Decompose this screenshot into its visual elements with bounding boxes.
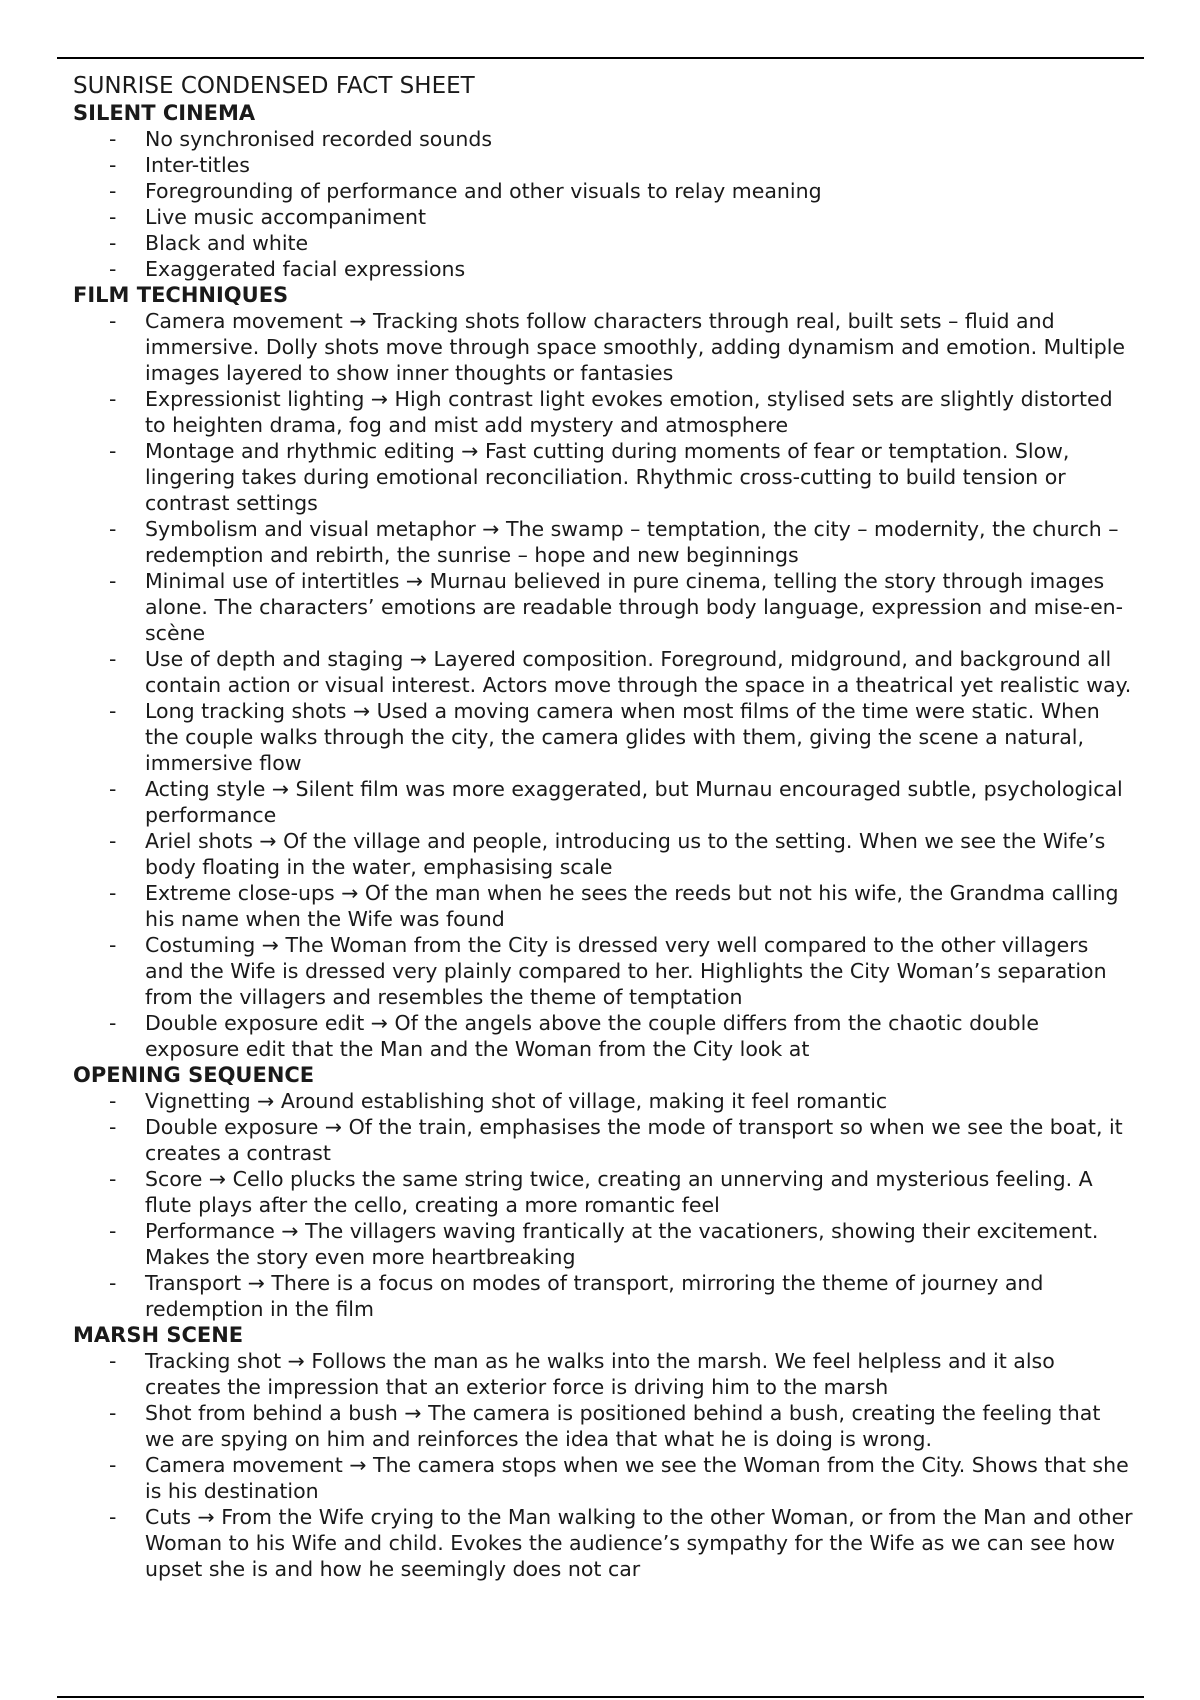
list-item-text: Foregrounding of performance and other visuals to relay meaning: [145, 179, 822, 203]
list-item: [73, 256, 1133, 282]
dash-bullet-icon: -: [109, 205, 117, 229]
list-item: [73, 1400, 1133, 1452]
dash-bullet-icon: -: [109, 153, 117, 177]
section-marsh-scene: [73, 1322, 1133, 1582]
list-item-text: Ariel shots → Of the village and people, introducing us to the setting. When we see the Wife’s body floating in the water, emphasising scale: [145, 829, 1106, 879]
list-item: [73, 1088, 1133, 1114]
dash-bullet-icon: -: [109, 127, 117, 151]
dash-bullet-icon: -: [109, 1167, 117, 1191]
list-item: [73, 438, 1133, 516]
dash-bullet-icon: -: [109, 1219, 117, 1243]
list-item-text: Costuming → The Woman from the City is dressed very well compared to the other villagers and the Wife is dressed very plainly compared to her. Highlights the City Woman’s separation from the villagers and resembles the theme of temptation: [145, 933, 1107, 1009]
list-item: [73, 932, 1133, 1010]
dash-bullet-icon: -: [109, 881, 117, 905]
list-item-text: Cuts → From the Wife crying to the Man walking to the other Woman, or from the Man and other Woman to his Wife and child. Evokes the audience’s sympathy for the Wife as we can see how upset she is and how he seemingly does not car: [145, 1505, 1133, 1581]
section-heading: MARSH SCENE: [73, 1323, 244, 1347]
fact-sheet-body: [73, 72, 1133, 1582]
dash-bullet-icon: -: [109, 257, 117, 281]
list-item: [73, 568, 1133, 646]
list-item-text: Extreme close-ups → Of the man when he sees the reeds but not his wife, the Grandma calling his name when the Wife was found: [145, 881, 1119, 931]
section-heading: FILM TECHNIQUES: [73, 283, 289, 307]
dash-bullet-icon: -: [109, 1011, 117, 1035]
list-item: [73, 880, 1133, 932]
list-item-text: Performance → The villagers waving frantically at the vacationers, showing their excitement. Makes the story even more heartbreaking: [145, 1219, 1099, 1269]
list-item: [73, 1218, 1133, 1270]
section-silent-cinema: [73, 100, 1133, 282]
list-item-text: Inter-titles: [145, 153, 250, 177]
list-item-text: Vignetting → Around establishing shot of village, making it feel romantic: [145, 1089, 888, 1113]
list-item: [73, 516, 1133, 568]
list-item-text: Double exposure → Of the train, emphasises the mode of transport so when we see the boat, it creates a contrast: [145, 1115, 1123, 1165]
dash-bullet-icon: -: [109, 933, 117, 957]
list-item-text: Exaggerated facial expressions: [145, 257, 466, 281]
list-item-text: Camera movement → The camera stops when we see the Woman from the City. Shows that she is his destination: [145, 1453, 1129, 1503]
list-item-text: Black and white: [145, 231, 309, 255]
list-item: [73, 1452, 1133, 1504]
list-item-text: Long tracking shots → Used a moving camera when most films of the time were static. When the couple walks through the city, the camera glides with them, giving the scene a natural, immersive flow: [145, 699, 1100, 775]
dash-bullet-icon: -: [109, 777, 117, 801]
list-item: [73, 698, 1133, 776]
list-item-text: Double exposure edit → Of the angels above the couple differs from the chaotic double exposure edit that the Man and the Woman from the City look at: [145, 1011, 1039, 1061]
list-item-text: Tracking shot → Follows the man as he walks into the marsh. We feel helpless and it also creates the impression that an exterior force is driving him to the marsh: [145, 1349, 1055, 1399]
list-item: [73, 1348, 1133, 1400]
list-item: [73, 828, 1133, 880]
list-item: [73, 646, 1133, 698]
bullet-list: [73, 1088, 1133, 1322]
list-item-text: Camera movement → Tracking shots follow characters through real, built sets – fluid and immersive. Dolly shots move through space smoothly, adding dynamism and emotion. Multiple images layered to show inner thoughts or fantasies: [145, 309, 1126, 385]
list-item-text: Expressionist lighting → High contrast light evokes emotion, stylised sets are slightly distorted to heighten drama, fog and mist add mystery and atmosphere: [145, 387, 1113, 437]
list-item-text: Transport → There is a focus on modes of transport, mirroring the theme of journey and redemption in the film: [145, 1271, 1044, 1321]
list-item-text: No synchronised recorded sounds: [145, 127, 493, 151]
list-item-text: Montage and rhythmic editing → Fast cutting during moments of fear or temptation. Slow, lingering takes during emotional reconciliation. Rhythmic cross-cutting to build tension or contrast settings: [145, 439, 1070, 515]
list-item: [73, 386, 1133, 438]
dash-bullet-icon: -: [109, 1349, 117, 1373]
list-item: [73, 126, 1133, 152]
list-item: [73, 1166, 1133, 1218]
list-item-text: Score → Cello plucks the same string twice, creating an unnerving and mysterious feeling. A flute plays after the cello, creating a more romantic feel: [145, 1167, 1093, 1217]
dash-bullet-icon: -: [109, 1401, 117, 1425]
list-item: [73, 1114, 1133, 1166]
section-film-techniques: [73, 282, 1133, 1062]
bullet-list: [73, 126, 1133, 282]
list-item: [73, 1504, 1133, 1582]
list-item: [73, 1010, 1133, 1062]
dash-bullet-icon: -: [109, 569, 117, 593]
list-item-text: Minimal use of intertitles → Murnau believed in pure cinema, telling the story through images alone. The characters’ emotions are readable through body language, expression and mise-en-scène: [145, 569, 1124, 645]
bottom-rule: [57, 1696, 1144, 1698]
dash-bullet-icon: -: [109, 1505, 117, 1529]
list-item-text: Acting style → Silent film was more exaggerated, but Murnau encouraged subtle, psychological performance: [145, 777, 1123, 827]
list-item-text: Shot from behind a bush → The camera is positioned behind a bush, creating the feeling that we are spying on him and reinforces the idea that what he is doing is wrong.: [145, 1401, 1101, 1451]
dash-bullet-icon: -: [109, 1089, 117, 1113]
list-item-text: Live music accompaniment: [145, 205, 426, 229]
bullet-list: [73, 1348, 1133, 1582]
section-heading: OPENING SEQUENCE: [73, 1063, 315, 1087]
dash-bullet-icon: -: [109, 1271, 117, 1295]
list-item: [73, 204, 1133, 230]
section-opening-sequence: [73, 1062, 1133, 1322]
dash-bullet-icon: -: [109, 1453, 117, 1477]
list-item: [73, 230, 1133, 256]
list-item-text: Symbolism and visual metaphor → The swamp – temptation, the city – modernity, the church – redemption and rebirth, the sunrise – hope and new beginnings: [145, 517, 1119, 567]
dash-bullet-icon: -: [109, 1115, 117, 1139]
list-item: [73, 776, 1133, 828]
list-item: [73, 152, 1133, 178]
dash-bullet-icon: -: [109, 829, 117, 853]
bullet-list: [73, 308, 1133, 1062]
dash-bullet-icon: -: [109, 387, 117, 411]
section-heading: SILENT CINEMA: [73, 101, 256, 125]
dash-bullet-icon: -: [109, 517, 117, 541]
list-item: [73, 308, 1133, 386]
dash-bullet-icon: -: [109, 231, 117, 255]
dash-bullet-icon: -: [109, 439, 117, 463]
page-title: SUNRISE CONDENSED FACT SHEET: [73, 73, 475, 99]
top-rule: [57, 57, 1144, 59]
dash-bullet-icon: -: [109, 647, 117, 671]
dash-bullet-icon: -: [109, 699, 117, 723]
list-item: [73, 178, 1133, 204]
dash-bullet-icon: -: [109, 179, 117, 203]
dash-bullet-icon: -: [109, 309, 117, 333]
list-item-text: Use of depth and staging → Layered composition. Foreground, midground, and background all contain action or visual interest. Actors move through the space in a theatrical yet realistic way.: [145, 647, 1132, 697]
list-item: [73, 1270, 1133, 1322]
